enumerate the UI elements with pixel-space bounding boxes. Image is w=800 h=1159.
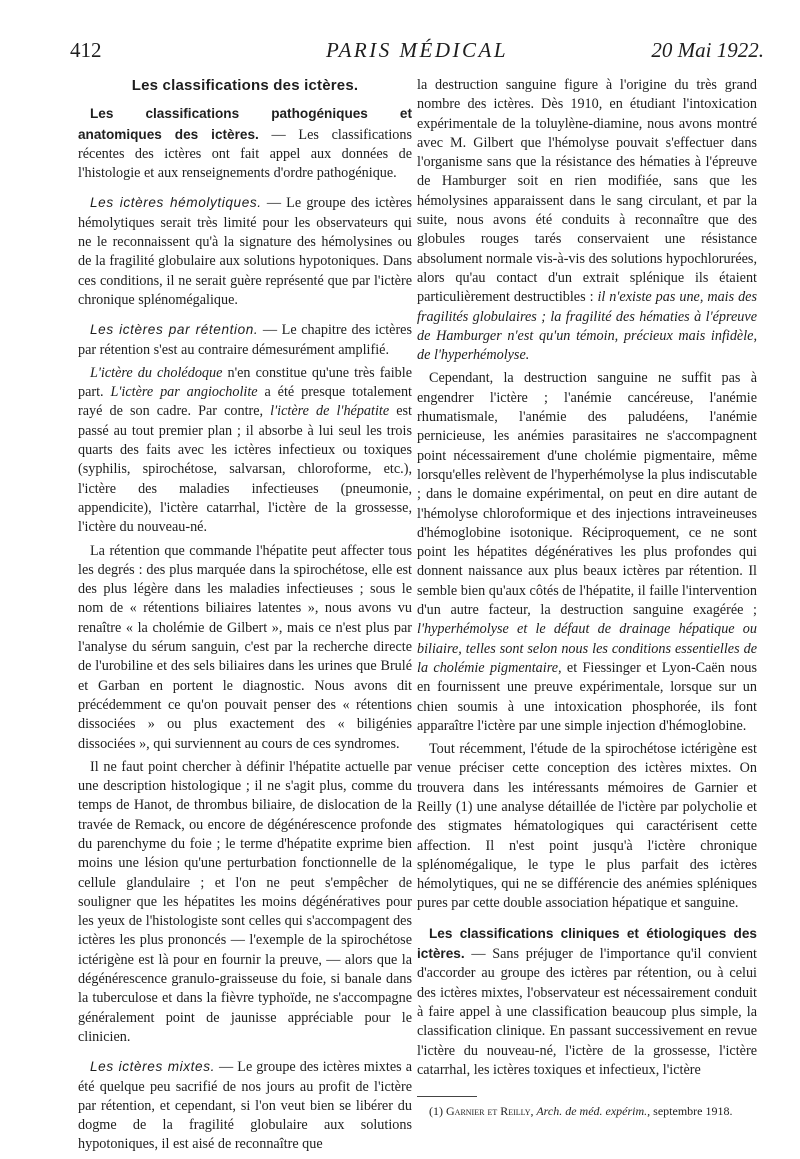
italic-term: L'ictère par angiocholite xyxy=(110,384,258,401)
footnote-rule xyxy=(417,1096,477,1097)
paragraph-mixed-icterus xyxy=(78,1057,412,1154)
footnote-number: (1) xyxy=(429,1104,446,1119)
paragraph-text: — Le groupe des ictères hémolytiques serait très limité pour les observateurs qui ne le reconnaissent qu'à la signature des hémolysines ou de la fragilité globulaire aux solutions hypotoniques. Dans ces conditions, il ne serait guère représenté que par l'ictère chronique splénomégalique. xyxy=(78,195,412,308)
issue-date: 20 Mai 1922. xyxy=(651,38,764,62)
paragraph-anemias xyxy=(417,369,757,736)
paragraph-text: n'en constitue qu'une très faible part. xyxy=(78,364,412,401)
section-heading: Les classifications cliniques et étiologiques des ictères. xyxy=(417,925,757,962)
section-heading: Les ictères hémolytiques. xyxy=(90,195,262,211)
section-heading: Les ictères mixtes. xyxy=(90,1059,215,1075)
paragraph-clinical-classifications xyxy=(417,924,757,1080)
paragraph-pathogenic-classifications xyxy=(78,104,412,183)
paragraph-spirochetosis: Tout récemment, l'étude de la spirochétose ictérigène est venue préciser cette conception des ictères mixtes. On trouvera dans les intéressants mémoires de Garnier et Reilly (1) une analyse détaillée de l'ictère par polycholie et des stigmates hématologiques qui caractérisent cette affection. Il n'est point jusqu'à l'ictère chronique splénomégalique, le type le plus parfait des ictères hémolytiques, qui ne se différencie des anémies spléniques pures par cette double association hépatique et sanguine. xyxy=(417,741,757,912)
paragraph-text: la destruction sanguine figure à l'origine du très grand nombre des ictères. Dès 1910, en étudiant l'intoxication expérimentale de la toluylène-diamine, nous avons montré avec M. Gilbert que l'hémolyse pouvait s'effectuer dans l'organisme sans que la résistance des hématies à l'épreuve de Hamburger soit en rien modifiée, sans que les hémolysines apparaissent dans le sang circulant, et par la suite, nous avons été conduits à reconnaître que des globules rouges tarés conservaient une résistance absolument normale vis-à-vis des solutions hypochlorurées, alors qu'au contact d'un extrait splénique ils étaient particulièrement destructibles : xyxy=(417,77,757,306)
italic-term: l'ictère de l'hépatite xyxy=(270,403,390,420)
paragraph-text: est passé au tout premier plan ; il absorbe à lui seul les trois quarts des faits avec les ictères infectieux ou toxiques (syphilis, spirochétose, salvarsan, chloroforme, etc.), l'ictère des maladies infectieuses (pneumonie, appendicite), l'ictère catarrhal, l'ictère de la grossesse, l'ictère du nouveau-né. xyxy=(78,403,412,536)
article-title: Les classifications des ictères. xyxy=(131,77,359,94)
running-header xyxy=(70,38,764,66)
paragraph-text: — Sans préjuger de l'importance qu'il convient d'accorder au groupe des ictères par rétention, ou à celui des ictères mixtes, l'observateur est nécessairement conduit à faire appel à une classification beaucoup plus simple, la classification clinique. En passant successivement en revue l'ictère du nouveau-né, l'ictère de la grossesse, l'ictère catarrhal, les ictères toxiques et infectieux, l'ictère xyxy=(417,946,757,1078)
footnote xyxy=(417,1103,757,1119)
footnote-date: septembre 1918. xyxy=(650,1104,733,1119)
paragraph-histology: Il ne faut point chercher à définir l'hépatite actuelle par une description histologique ; il ne s'agit plus, comme du temps de Hanot, de thrombus biliaire, de dislocation de la travée de Remack, ou encore de dégénérescence profonde du parenchyme du foie ; le terme d'hépatite exprime bien moins une lésion qu'une perturbation fonctionnelle de la cellule glandulaire ; et l'on ne peut s'empêcher de souligner que les hépatites les moins dégénératives pour les yeux de l'histologiste sont celles qui s'accompagent des ictères les plus prononcés — l'exemple de la spirochétose ictérigène est là pour en fournir la preuve, — alors que la dégénérescence granulo-graisseuse du foie, si banale dans la tuberculose et dans la fièvre typhoïde, ne s'accompagne généralement point de jaunisse appréciable pour le clinicien. xyxy=(78,758,412,1045)
paragraph-hepatitis xyxy=(78,364,412,538)
italic-statement: il n'existe pas une, mais des fragilités globulaires ; la fragilité des hématies à l'épreuve de Hamburger n'est qu'un témoin, précieux mais infidèle, de l'hyperhémolyse. xyxy=(417,289,757,364)
paragraph-text: a été presque totalement rayé de son cadre. Par contre, xyxy=(78,384,412,420)
footnote-authors: Garnier et Reilly, xyxy=(446,1104,534,1119)
paragraph-text: — Le groupe des ictères mixtes a été quelque peu sacrifié de nos jours au profit de l'ictère par rétention, et cependant, si l'on veut bien se libérer du dogme de la fragilité globulaire aux solutions hypotoniques, il est aisé de reconnaître que xyxy=(78,1059,412,1153)
paragraph-hemolytic-icterus xyxy=(78,193,412,310)
italic-statement: l'hyperhémolyse et le défaut de drainage hépatique ou biliaire, telles sont selon nous les conditions essentielles de la cholémie pigmentaire, xyxy=(417,621,757,676)
paragraph-text: — Les classifications récentes des ictères ont fait appel aux données de l'histologie et aux renseignements d'ordre pathogénique. xyxy=(78,126,413,182)
paragraph-text: et Fiessinger et Lyon-Caën nous en fournissent une preuve expérimentale, lorsque sur un chien soumis à une intoxication phosphorée, ils font apparaître l'ictère par une simple injection d'hémoglobine. xyxy=(417,659,757,734)
paragraph-retention-icterus xyxy=(78,320,412,360)
page-number: 412 xyxy=(70,38,102,62)
left-column xyxy=(78,76,412,1159)
paragraph-blood-destruction xyxy=(417,76,757,365)
paragraph-text: Cependant, la destruction sanguine ne suffit pas à engendrer l'ictère ; l'anémie cancéreuse, l'anémie rhumatismale, l'anémie des paludéens, l'anémie pernicieuse, les anémies parasitaires ne s'accompagnent point nécessairement d'une cholémie pigmentaire, même lorsqu'elles relèvent de l'hyperhémolyse la plus indiscutable ; dans le domaine expérimental, on peut en dire autant de l'hémolyse chloroformique et des injections intraveineuses d'hémoglobine isotonique. Réciproquement, ce ne sont point les hépatites dégénératives les plus profondes qui donnent naissance aux plus beaux ictères par rétention. Il semble bien qu'aux côtés de l'hépatite, il faille l'intervention d'un autre facteur, la destruction sanguine exagérée ; xyxy=(417,370,758,619)
footnote-reference: Arch. de méd. expérim., xyxy=(533,1104,651,1119)
italic-term: L'ictère du cholédoque xyxy=(90,364,223,381)
journal-title: PARIS MÉDICAL xyxy=(325,38,508,62)
section-heading: Les classifications pathogéniques et anatomiques des ictères. xyxy=(78,106,412,142)
right-column xyxy=(417,76,757,1123)
section-heading: Les ictères par rétention. xyxy=(90,322,259,338)
paragraph-text: — Le chapitre des ictères par rétention s'est au contraire démesurément amplifié. xyxy=(78,322,412,358)
paragraph-retention-degrees: La rétention que commande l'hépatite peut affecter tous les degrés : des plus marquée dans la spirochétose, elle est des plus légère dans les maladies infectieuses ; sous le nom de « rétentions biliaires latentes », nous avons vu renaître « la cholémie de Gilbert », mais ce n'est plus par l'analyse du sérum sanguin, c'est par la recherche directe de l'urobiline et des sels biliaires dans les urines que Brulé et Garban en portent le diagnostic. Nous avons dit précédemment ce qu'on pouvait penser des « rétentions dissociées » ou plus exactement des « biligénies dissociées », qui surviennent au cours de ces syndromes. xyxy=(78,542,412,752)
